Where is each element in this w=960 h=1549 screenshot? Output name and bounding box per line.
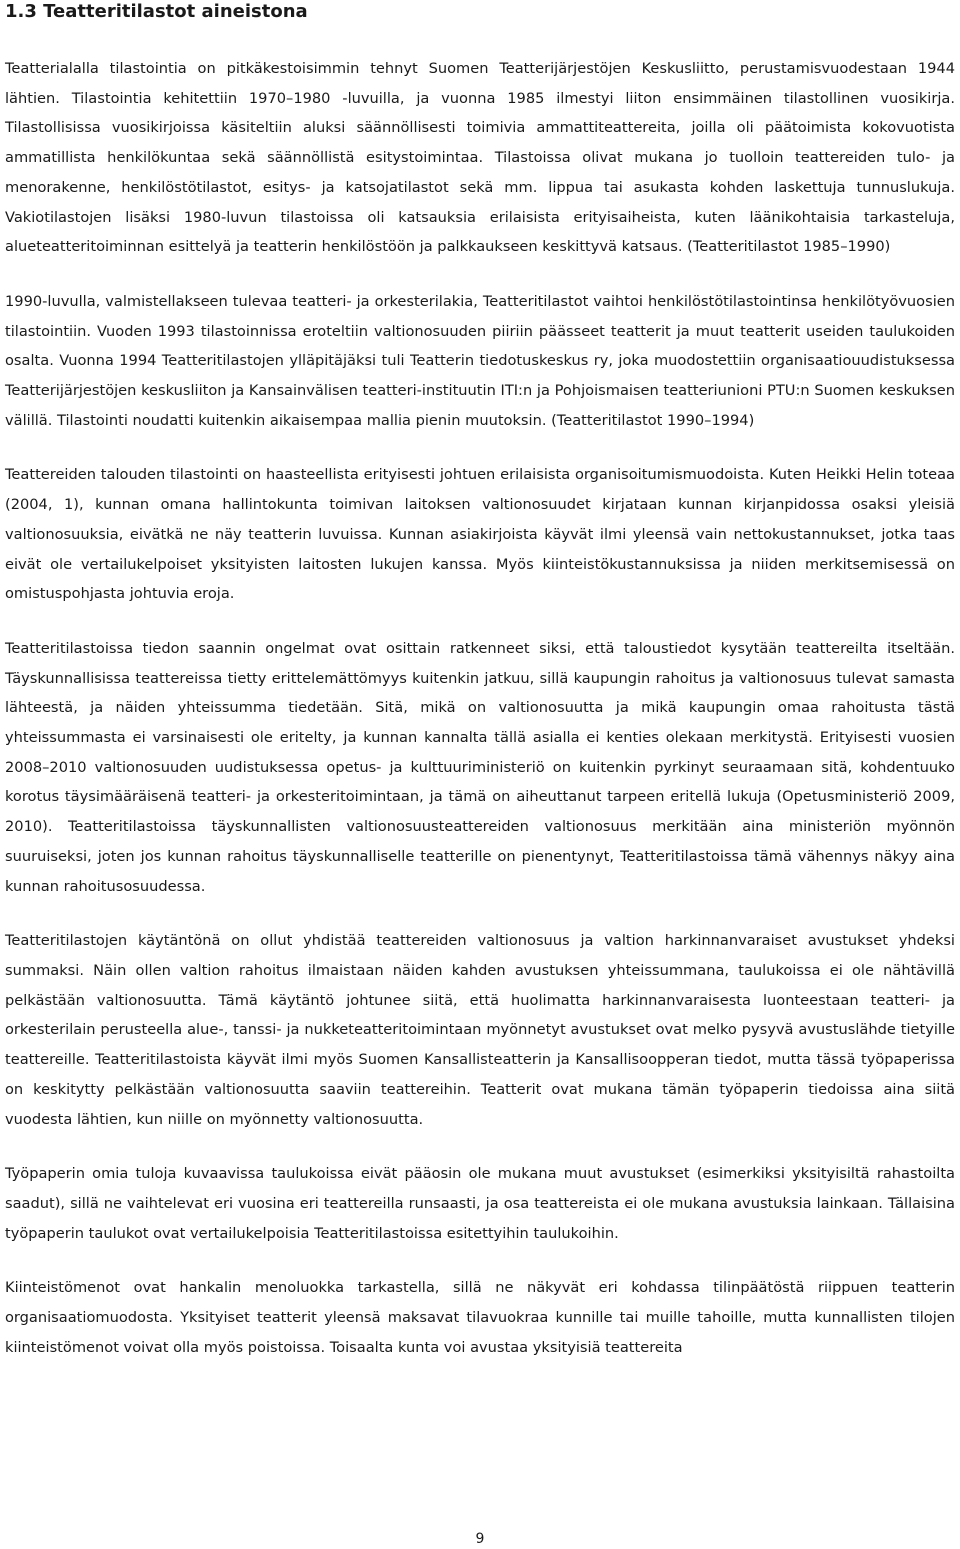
section-heading: 1.3 Teatteritilastot aineistona — [5, 1, 308, 22]
paragraph-data-problems: Teatteritilastoissa tiedon saannin ongelmat ovat osittain ratkenneet siksi, että taloustiedot kysytään teattereilta itseltään. Täyskunnallisissa teattereissa tietty erittelemättömyys kuitenkin jatkuu, sillä kaupungin rahoitus ja valtionosuus tulevat samasta lähteestä, ja näiden yhteissumma tiedetään. Sitä, mikä on valtionosuutta ja mikä kaupungin omaa rahoitusta tästä yhteissummasta ei varsinaisesti ole eritelty, ja kunnan kannalta tällä asialla ei kenties olekaan merkitystä. Erityisesti vuosien 2008–2010 valtionosuuden uudistuksessa opetus- ja kulttuuriministeriö on kuitenkin pyrkinyt seuraamaan sitä, kohdentuuko korotus täysimääräisenä teatteri- ja orkesteritoimintaan, ja tämä on aiheuttanut tarpeen eritellä lukuja (Opetusministeriö 2009, 2010). Teatteritilastoissa täyskunnallisten valtionosuusteattereiden valtionosuus merkitään aina ministeriön myönnön suuruiseksi, joten jos kunnan rahoitus täyskunnalliselle teatterille on pienentynyt, Teatteritilastoissa tämä vähennys näkyy aina kunnan rahoitusosuudessa. — [5, 639, 955, 895]
paragraph-finance-challenges: Teattereiden talouden tilastointi on haasteellista erityisesti johtuen erilaisista organisoitumismuodoista. Kuten Heikki Helin toteaa (2004, 1), kunnan omana hallintokunta toimivan laitoksen valtionosuudet kirjataan kunnan kirjanpidossa osaksi yleisiä valtionosuuksia, eivätkä ne näy teatterin luvuissa. Kunnan asiakirjoista käyvät ilmi yleensä vain nettokustannukset, jotka taas eivät ole vertailukelpoiset yksityisten laitosten lukujen kanssa. Myös kiinteistökustannuksissa ja niiden merkitsemisessä on omistuspohjasta johtuvia eroja. — [5, 466, 955, 603]
paragraph-1990s: 1990-luvulla, valmistellakseen tulevaa teatteri- ja orkesterilakia, Teatteritilastot vaihtoi henkilöstötilastointinsa henkilötyövuosien tilastointiin. Vuoden 1993 tilastoinnissa eroteltiin valtionosuuden piiriin päässeet teatterit ja muut teatterit useiden taulukoiden osalta. Vuonna 1994 Teatteritilastojen ylläpitäjäksi tuli Teatterin tiedotuskeskus ry, joka muodostettiin organisaatiouudistuksessa Teatterijärjestöjen keskusliiton ja Kansainvälisen teatteri-instituutin ITI:n ja Pohjoismaisen teatteriunioni PTU:n Suomen keskuksen välillä. Tilastointi noudatti kuitenkin aikaisempaa mallia pienin muutoksin. (Teatteritilastot 1990–1994) — [5, 292, 955, 429]
paragraph-own-income: Työpaperin omia tuloja kuvaavissa taulukoissa eivät pääosin ole mukana muut avustukset (esimerkiksi yksityisiltä rahastoilta saadut), sillä ne vaihtelevat eri vuosina eri teattereilla runsaasti, ja osa teattereista ei ole mukana avustuksia lainkaan. Tällaisina työpaperin taulukot ovat vertailukelpoisia Teatteritilastoissa esitettyihin taulukoihin. — [5, 1165, 955, 1242]
paragraph-history: Teatterialalla tilastointia on pitkäkestoisimmin tehnyt Suomen Teatterijärjestöjen Keskusliitto, perustamisvuodestaan 1944 lähtien. Tilastointia kehitettiin 1970–1980 -luvuilla, ja vuonna 1985 ilmestyi liiton ensimmäinen tilastollinen vuosikirja. Tilastollisissa vuosikirjoissa käsiteltiin aluksi säännöllisesti toimivia ammattiteattereita, joilla oli päätoimista kokovuotista ammatillista henkilökuntaa sekä säännöllistä esitystoimintaa. Tilastoissa olivat mukana jo tuolloin teattereiden tulo- ja menorakenne, henkilöstötilastot, esitys- ja katsojatilastot sekä mm. lippua tai asukasta kohden laskettuja tunnuslukuja. Vakiotilastojen lisäksi 1980-luvun tilastoissa oli katsauksia erilaisista erityisaiheista, kuten läänikohtaisia tarkasteluja, alueteatteritoiminnan esittelyä ja teatterin henkilöstöön ja palkkaukseen keskittyvä katsaus. (Teatteritilastot 1985–1990) — [5, 60, 955, 256]
paragraph-state-funding: Teatteritilastojen käytäntönä on ollut yhdistää teattereiden valtionosuus ja valtion harkinnanvaraiset avustukset yhdeksi summaksi. Näin ollen valtion rahoitus ilmaistaan näiden kahden avustuksen yhteissummana, taulukoissa ei ole nähtävillä pelkästään valtionosuutta. Tämä käytäntö johtunee siitä, että huolimatta harkinnanvaraisesta luonteestaan teatteri- ja orkesterilain perusteella alue-, tanssi- ja nukketeatteritoimintaan myönnetyt avustukset ovat melko pysyvä avustuslähde tietyille teattereille. Teatteritilastoista käyvät ilmi myös Suomen Kansallisteatterin ja Kansallisoopperan tiedot, mutta tässä työpaperissa on keskitytty pelkästään valtionosuutta saaviin teattereihin. Teatterit ovat mukana tämän työpaperin tiedoissa aina siitä vuodesta lähtien, kun niille on myönnetty valtionosuutta. — [5, 932, 955, 1128]
page-number: 9 — [475, 1531, 485, 1547]
paragraph-property-costs: Kiinteistömenot ovat hankalin menoluokka tarkastella, sillä ne näkyvät eri kohdassa tilinpäätöstä riippuen teatterin organisaatiomuodosta. Yksityiset teatterit yleensä maksavat tilavuokraa kunnille tai muille tahoille, mutta kunnallisten tilojen kiinteistömenot voivat olla myös poistoissa. Toisaalta kunta voi avustaa yksityisiä teattereita — [5, 1279, 955, 1356]
